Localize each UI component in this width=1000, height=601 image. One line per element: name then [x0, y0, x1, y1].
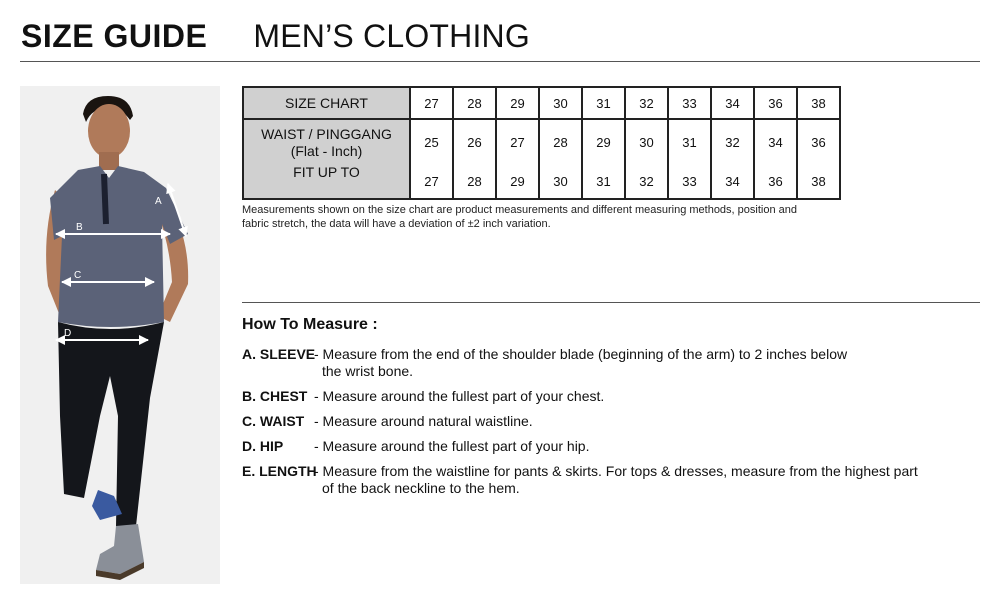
- waist-row: [243, 119, 840, 164]
- measure-text: - Measure from the waistline for pants & skirts. For tops & dresses, measure from the highest part: [314, 463, 918, 479]
- measure-key: E. LENGTH: [242, 463, 317, 479]
- waist-cell: 29: [582, 119, 625, 164]
- size-cell: 34: [711, 87, 754, 119]
- size-cell: 32: [625, 87, 668, 119]
- measure-key: D. HIP: [242, 438, 284, 454]
- waist-cell: 28: [539, 119, 582, 164]
- model-photo: [20, 86, 220, 584]
- marker-b: B: [76, 222, 83, 233]
- marker-a: A: [155, 196, 162, 207]
- fit-cell: 28: [453, 164, 496, 199]
- measure-text: - Measure around the fullest part of your hip.: [314, 438, 590, 454]
- measure-text: - Measure around the fullest part of your chest.: [314, 388, 605, 404]
- model-illustration: [20, 86, 220, 584]
- size-cell: 29: [496, 87, 539, 119]
- measure-text-cont: the wrist bone.: [322, 363, 414, 379]
- size-cell: 33: [668, 87, 711, 119]
- marker-d: D: [64, 328, 72, 339]
- waist-cell: 27: [496, 119, 539, 164]
- size-cell: 36: [754, 87, 797, 119]
- waist-cell: 32: [711, 119, 754, 164]
- waist-cell: 26: [453, 119, 496, 164]
- fit-row: [243, 164, 840, 199]
- fit-cell: 38: [797, 164, 840, 199]
- how-to-measure-title: How To Measure :: [242, 316, 378, 333]
- waist-cell: 36: [797, 119, 840, 164]
- fit-cell: 31: [582, 164, 625, 199]
- measure-text-cont: of the back neckline to the hem.: [322, 480, 520, 496]
- waist-cell: 30: [625, 119, 668, 164]
- measure-text: - Measure around natural waistline.: [314, 413, 533, 429]
- measure-key: C. WAIST: [242, 413, 305, 429]
- fit-label: FIT UP TO: [243, 164, 410, 199]
- fit-cell: 32: [625, 164, 668, 199]
- fit-cell: 27: [410, 164, 453, 199]
- measure-text: - Measure from the end of the shoulder blade (beginning of the arm) to 2 inches below: [314, 346, 848, 362]
- size-cell: 31: [582, 87, 625, 119]
- fit-cell: 33: [668, 164, 711, 199]
- waist-label-line1: WAIST / PINGGANG: [261, 126, 392, 142]
- size-cell: 38: [797, 87, 840, 119]
- waist-cell: 25: [410, 119, 453, 164]
- waist-cell: 31: [668, 119, 711, 164]
- measure-key: A. SLEEVE: [242, 346, 316, 362]
- fit-cell: 30: [539, 164, 582, 199]
- measure-key: B. CHEST: [242, 388, 308, 404]
- header-divider: [20, 61, 980, 62]
- fit-cell: 29: [496, 164, 539, 199]
- size-cell: 27: [410, 87, 453, 119]
- waist-label-line2: (Flat - Inch): [290, 143, 363, 159]
- size-chart-label: SIZE CHART: [243, 87, 410, 119]
- page-subtitle: MEN’S CLOTHING: [253, 17, 530, 54]
- marker-c: C: [74, 270, 82, 281]
- size-chart-table: [242, 86, 841, 200]
- size-cell: 28: [453, 87, 496, 119]
- fit-cell: 34: [711, 164, 754, 199]
- size-cell: 30: [539, 87, 582, 119]
- waist-cell: 34: [754, 119, 797, 164]
- size-row: [243, 87, 840, 119]
- note-line2: fabric stretch, the data will have a deviation of ±2 inch variation.: [242, 218, 551, 230]
- measurement-note: [242, 203, 882, 231]
- fit-cell: 36: [754, 164, 797, 199]
- page-header: [21, 14, 530, 58]
- note-line1: Measurements shown on the size chart are product measurements and different measuring methods, position and: [242, 204, 797, 216]
- section-divider: [242, 302, 980, 303]
- page-title: SIZE GUIDE: [21, 17, 208, 54]
- waist-label: [243, 119, 410, 164]
